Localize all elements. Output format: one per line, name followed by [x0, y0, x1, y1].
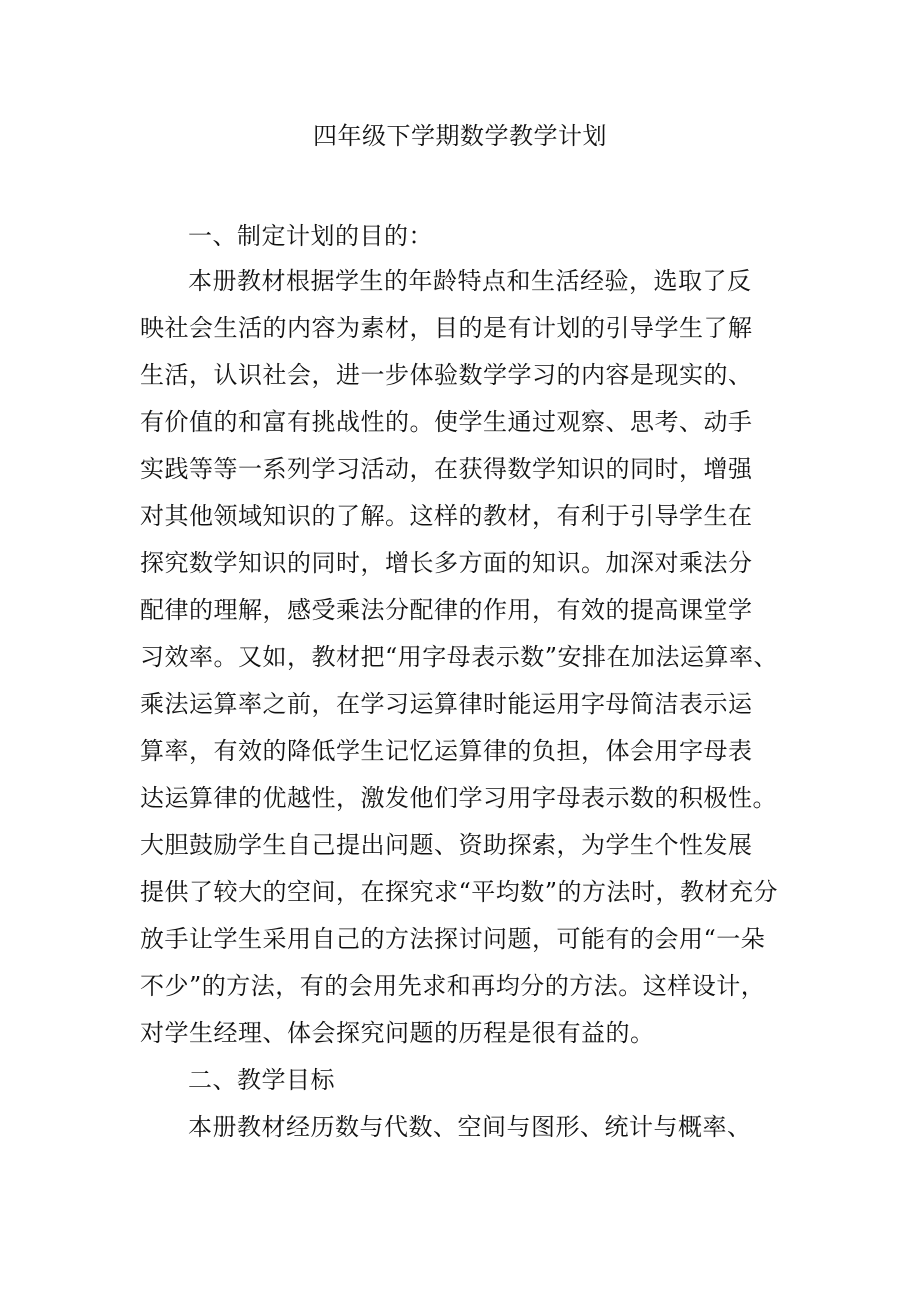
paragraph-line: 有价值的和富有挑战性的。使学生通过观察、思考、动手	[140, 408, 753, 436]
paragraph-line: 本册教材根据学生的年龄特点和生活经验，选取了反	[188, 267, 752, 295]
paragraph-line: 不少”的方法，有的会用先求和再均分的方法。这样设计，	[140, 972, 766, 1000]
paragraph-line: 乘法运算率之前，在学习运算律时能运用字母简洁表示运	[140, 690, 753, 718]
paragraph-line: 探究数学知识的同时，增长多方面的知识。加深对乘法分	[140, 549, 753, 577]
section-heading-purpose: 一、制定计划的目的：	[188, 222, 433, 250]
paragraph-line: 算率，有效的降低学生记忆运算律的负担，体会用字母表	[140, 737, 753, 765]
section-heading-goals: 二、教学目标	[188, 1066, 335, 1094]
paragraph-line: 习效率。又如，教材把“用字母表示数”安排在加法运算率、	[140, 643, 779, 671]
paragraph-line: 映社会生活的内容为素材，目的是有计划的引导学生了解	[140, 314, 753, 342]
paragraph-line: 实践等等一系列学习活动，在获得数学知识的同时，增强	[140, 455, 753, 483]
paragraph-line: 提供了较大的空间，在探究求“平均数”的方法时，教材充分	[140, 878, 779, 906]
paragraph-line: 对其他领域知识的了解。这样的教材，有利于引导学生在	[140, 502, 753, 530]
paragraph-line: 本册教材经历数与代数、空间与图形、统计与概率、	[188, 1113, 752, 1141]
paragraph-line: 大胆鼓励学生自己提出问题、资助探索，为学生个性发展	[140, 831, 753, 859]
paragraph-line: 生活，认识社会，进一步体验数学学习的内容是现实的、	[140, 361, 753, 389]
paragraph-line: 放手让学生采用自己的方法探讨问题，可能有的会用“一朵	[140, 925, 766, 953]
paragraph-line: 对学生经理、体会探究问题的历程是很有益的。	[140, 1019, 655, 1047]
document-title: 四年级下学期数学教学计划	[313, 122, 607, 150]
paragraph-line: 配律的理解，感受乘法分配律的作用，有效的提高课堂学	[140, 596, 753, 624]
paragraph-line: 达运算律的优越性，激发他们学习用字母表示数的积极性。	[140, 784, 777, 812]
